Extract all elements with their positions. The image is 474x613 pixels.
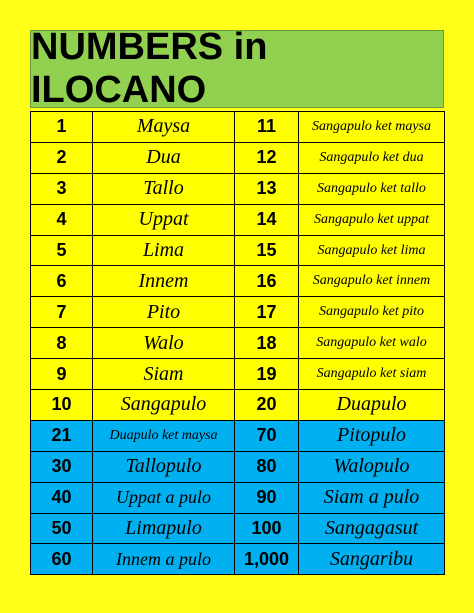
word-cell: Sangapulo ket innem: [299, 266, 445, 297]
word-cell: Limapulo: [93, 513, 235, 544]
word-cell: Pitopulo: [299, 420, 445, 451]
page-title: NUMBERS in ILOCANO: [30, 30, 444, 108]
number-cell: 15: [235, 235, 299, 266]
number-cell: 12: [235, 142, 299, 173]
number-cell: 2: [31, 142, 93, 173]
number-cell: 9: [31, 359, 93, 390]
word-cell: Tallo: [93, 173, 235, 204]
word-cell: Maysa: [93, 112, 235, 143]
table-row: [31, 390, 445, 421]
number-cell: 16: [235, 266, 299, 297]
number-cell: 50: [31, 513, 93, 544]
word-cell: Sangapulo ket walo: [299, 328, 445, 359]
number-cell: 60: [31, 544, 93, 575]
number-cell: 10: [31, 390, 93, 421]
word-cell: Sangapulo ket tallo: [299, 173, 445, 204]
table-row: [31, 513, 445, 544]
table-row: [31, 482, 445, 513]
number-cell: 13: [235, 173, 299, 204]
number-cell: 4: [31, 204, 93, 235]
number-cell: 6: [31, 266, 93, 297]
word-cell: Duapulo ket maysa: [93, 420, 235, 451]
word-cell: Sangapulo ket siam: [299, 359, 445, 390]
number-cell: 70: [235, 420, 299, 451]
word-cell: Siam: [93, 359, 235, 390]
number-cell: 21: [31, 420, 93, 451]
word-cell: Siam a pulo: [299, 482, 445, 513]
word-cell: Innem a pulo: [93, 544, 235, 575]
word-cell: Sangapulo ket maysa: [299, 112, 445, 143]
word-cell: Walo: [93, 328, 235, 359]
number-cell: 14: [235, 204, 299, 235]
word-cell: Duapulo: [299, 390, 445, 421]
table-row: [31, 266, 445, 297]
number-cell: 18: [235, 328, 299, 359]
word-cell: Walopulo: [299, 451, 445, 482]
table-row: [31, 420, 445, 451]
number-cell: 1: [31, 112, 93, 143]
number-cell: 5: [31, 235, 93, 266]
table-row: [31, 451, 445, 482]
table-row: [31, 173, 445, 204]
word-cell: Innem: [93, 266, 235, 297]
poster: [30, 26, 444, 575]
number-cell: 19: [235, 359, 299, 390]
numbers-table-body: [31, 112, 445, 575]
word-cell: Uppat: [93, 204, 235, 235]
number-cell: 100: [235, 513, 299, 544]
word-cell: Tallopulo: [93, 451, 235, 482]
word-cell: Lima: [93, 235, 235, 266]
word-cell: Sangapulo ket pito: [299, 297, 445, 328]
number-cell: 17: [235, 297, 299, 328]
number-cell: 80: [235, 451, 299, 482]
number-cell: 1,000: [235, 544, 299, 575]
word-cell: Sangapulo ket uppat: [299, 204, 445, 235]
number-cell: 7: [31, 297, 93, 328]
table-row: [31, 328, 445, 359]
word-cell: Sangaribu: [299, 544, 445, 575]
word-cell: Sangapulo ket lima: [299, 235, 445, 266]
table-row: [31, 142, 445, 173]
number-cell: 11: [235, 112, 299, 143]
word-cell: Sangapulo ket dua: [299, 142, 445, 173]
number-cell: 40: [31, 482, 93, 513]
table-row: [31, 204, 445, 235]
table-row: [31, 112, 445, 143]
word-cell: Sangapulo: [93, 390, 235, 421]
table-row: [31, 297, 445, 328]
word-cell: Sangagasut: [299, 513, 445, 544]
word-cell: Pito: [93, 297, 235, 328]
table-row: [31, 235, 445, 266]
word-cell: Dua: [93, 142, 235, 173]
table-row: [31, 359, 445, 390]
number-cell: 20: [235, 390, 299, 421]
number-cell: 90: [235, 482, 299, 513]
word-cell: Uppat a pulo: [93, 482, 235, 513]
number-cell: 30: [31, 451, 93, 482]
number-cell: 8: [31, 328, 93, 359]
numbers-table: [30, 111, 445, 575]
number-cell: 3: [31, 173, 93, 204]
table-row: [31, 544, 445, 575]
